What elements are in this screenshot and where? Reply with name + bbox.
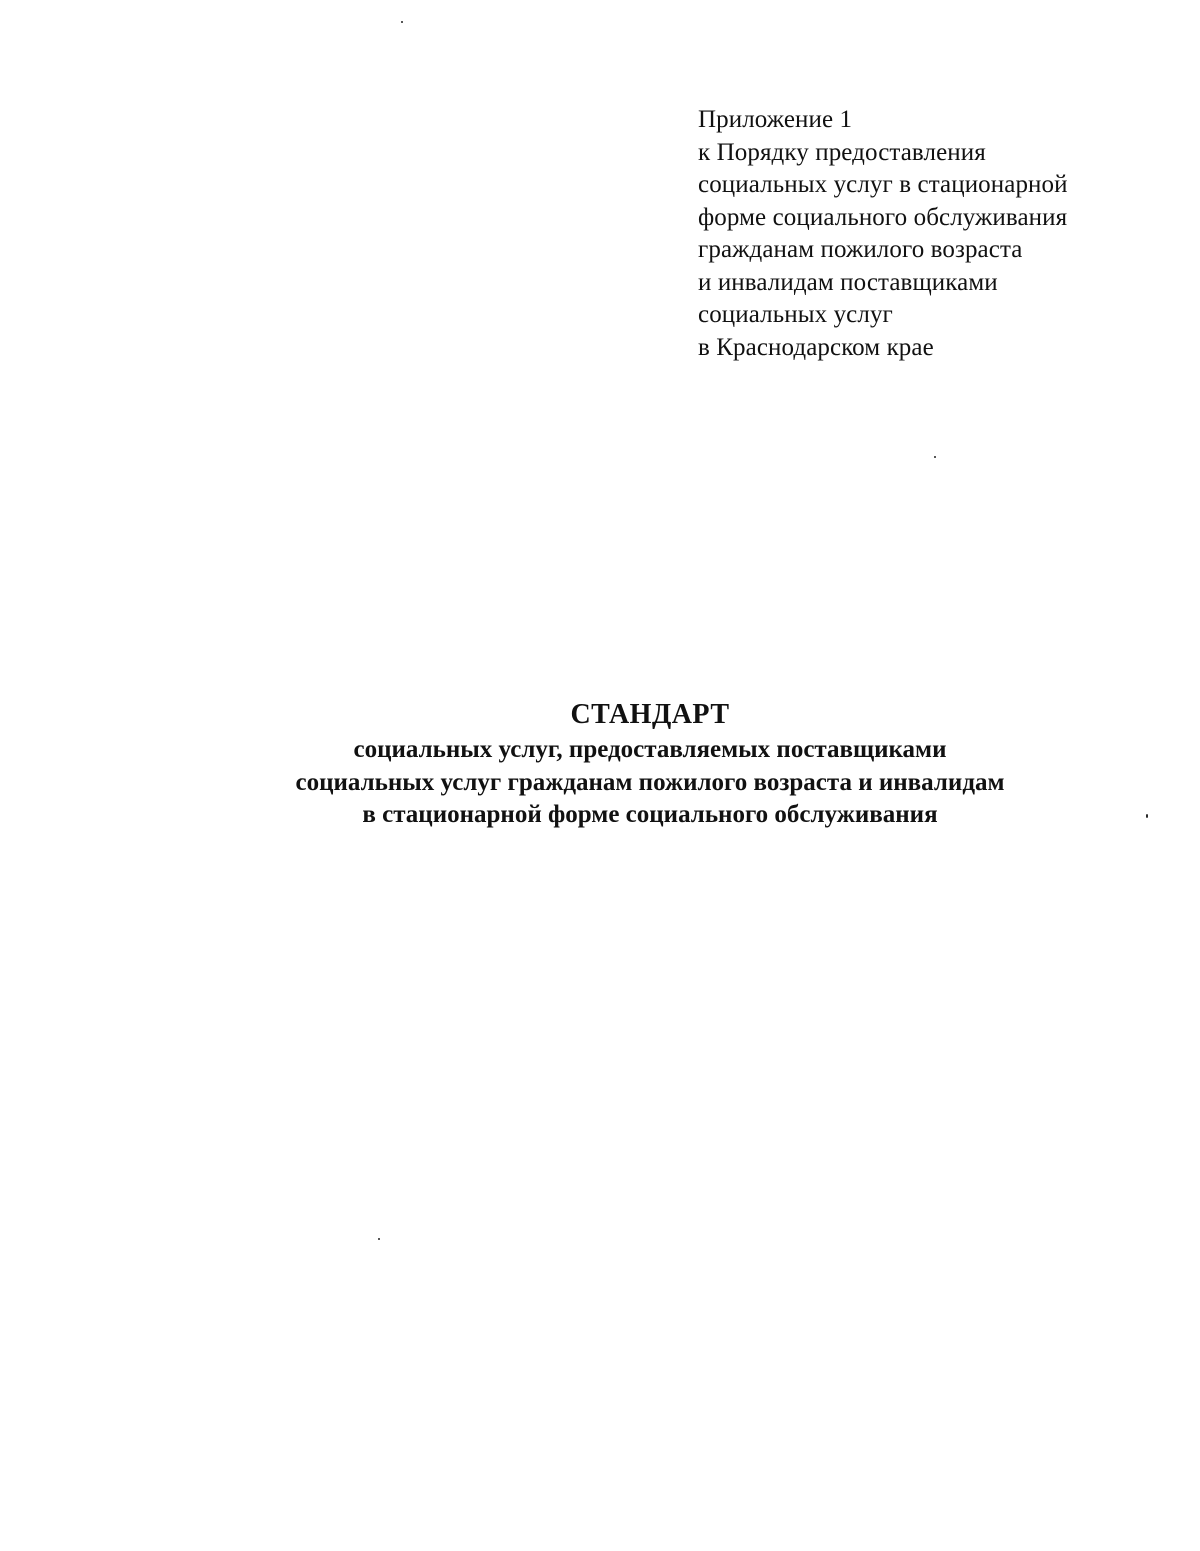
appendix-line: гражданам пожилого возраста <box>698 236 1023 263</box>
appendix-line: социальных услуг в стационарной <box>698 171 1068 198</box>
appendix-line: в Краснодарском крае <box>698 333 934 361</box>
title-subtitle-line: социальных услуг, предоставляемых поставщиками <box>353 736 947 763</box>
document-title <box>150 698 1150 832</box>
appendix-line: Приложение 1 <box>698 106 853 133</box>
appendix-reference <box>698 104 1178 364</box>
appendix-line: социальных услуг <box>698 301 893 328</box>
appendix-line: форме социального обслуживания <box>698 203 1068 231</box>
appendix-line: и инвалидам поставщиками <box>698 268 998 296</box>
scan-speck <box>401 21 403 23</box>
scan-speck <box>934 456 936 458</box>
title-subtitle-line: социальных услуг гражданам пожилого возраста и инвалидам <box>295 768 1005 796</box>
scan-speck <box>378 1238 380 1240</box>
appendix-line: к Порядку предоставления <box>698 138 986 166</box>
title-subtitle-line: в стационарной форме социального обслуживания <box>362 801 938 828</box>
title-heading: СТАНДАРТ <box>570 699 730 730</box>
